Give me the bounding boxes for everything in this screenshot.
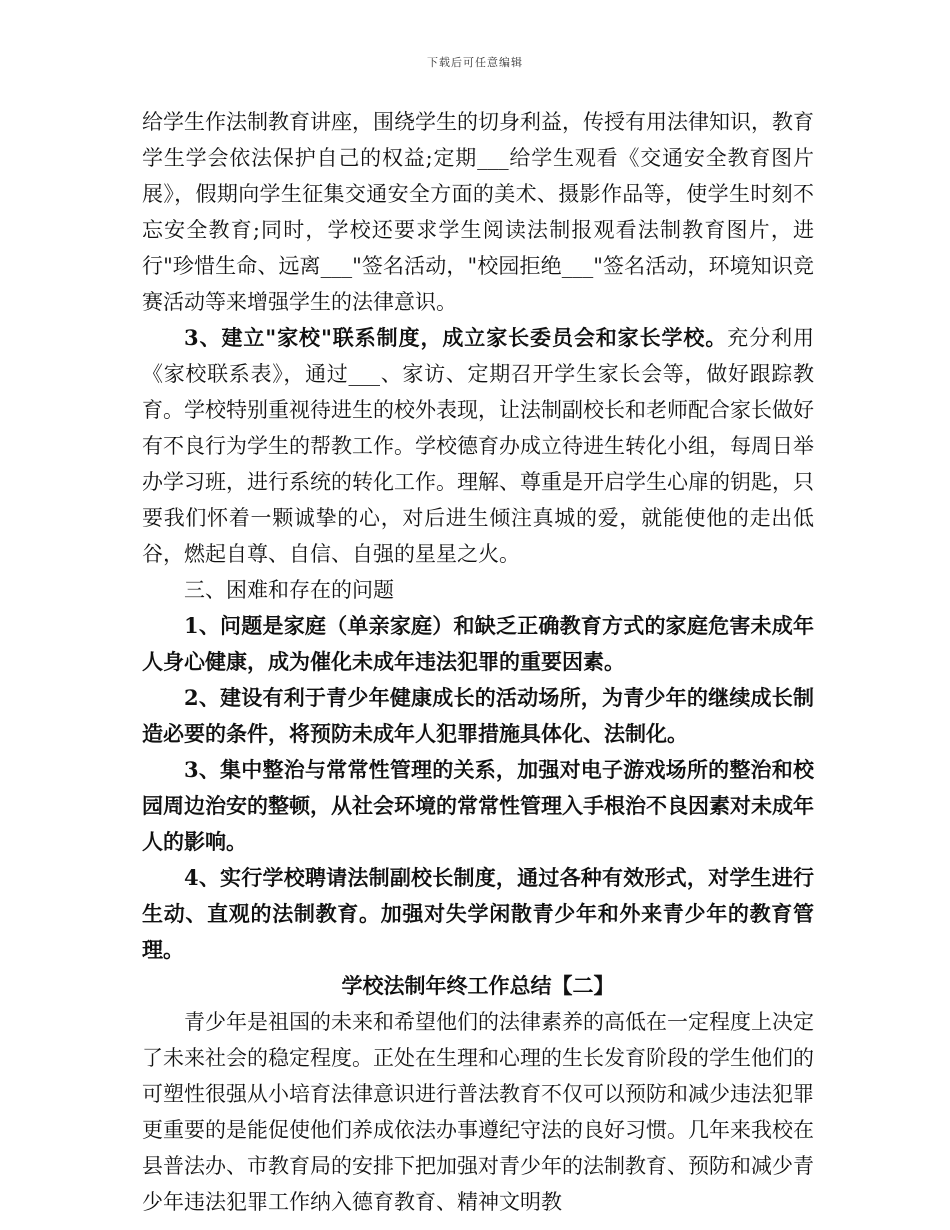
paragraph-body-text: 充分利用《家校联系表》，通过___、家访、定期召开学生家长会等，做好跟踪教育。学校特别重视待进生的校外表现，让法制副校长和老师配合家长做好有不良行为学生的帮教工作。学校德育办成立待进生转化小组，每周日举办学习班，进行系统的转化工作。理解、尊重是开启学生心扉的钥匙，只要我们怀着一颗诚挚的心，对后进生倾注真城的爱，就能使他的走出低谷，燃起自尊、自信、自强的星星之火。 [142,326,814,566]
page-header: 下载后可任意编辑 [427,56,523,69]
problem-item-1: 1、问题是家庭（单亲家庭）和缺乏正确教育方式的家庭危害未成年人身心健康，成为催化未成年违法犯罪的重要因素。 [142,613,814,674]
paragraph-home-school-system [142,320,814,572]
section-heading-problems: 三、困难和存在的问题 [184,578,394,602]
problem-item-4: 4、实行学校聘请法制副校长制度，通过各种有效形式，对学生进行生动、直观的法制教育。加强对失学闲散青少年和外来青少年的教育管理。 [142,865,814,962]
paragraph-lead-bold: 3、建立"家校"联系制度，成立家长委员会和家长学校。 [184,325,728,350]
problem-item-2: 2、建设有利于青少年健康成长的活动场所，为青少年的继续成长制造必要的条件，将预防未成年人犯罪措施具体化、法制化。 [142,685,814,746]
document-body [142,104,814,1220]
document-title-part-two: 学校法制年终工作总结【二】 [341,973,615,998]
paragraph-lecture-activities: 给学生作法制教育讲座，围绕学生的切身利益，传授有用法律知识，教育学生学会依法保护自己的权益;定期___给学生观看《交通安全教育图片展》，假期向学生征集交通安全方面的美术、摄影作品等，使学生时刻不忘安全教育;同时，学校还要求学生阅读法制报观看法制教育图片，进行"珍惜生命、远离___"签名活动，"校园拒绝___"签名活动，环境知识竞赛活动等来增强学生的法律意识。 [142,110,814,314]
problem-item-3: 3、集中整治与常常性管理的关系，加强对电子游戏场所的整治和校园周边治安的整顿，从社会环境的常常性管理入手根治不良因素对未成年人的影响。 [142,757,814,854]
paragraph-intro-part-two: 青少年是祖国的未来和希望他们的法律素养的高低在一定程度上决定了未来社会的稳定程度。正处在生理和心理的生长发育阶段的学生他们的可塑性很强从小培育法律意识进行普法教育不仅可以预防和减少违法犯罪更重要的是能促使他们养成依法办事遵纪守法的良好习惯。几年来我校在县普法办、市教育局的安排下把加强对青少年的法制教育、预防和减少青少年违法犯罪工作纳入德育教育、精神文明教 [142,1010,814,1214]
